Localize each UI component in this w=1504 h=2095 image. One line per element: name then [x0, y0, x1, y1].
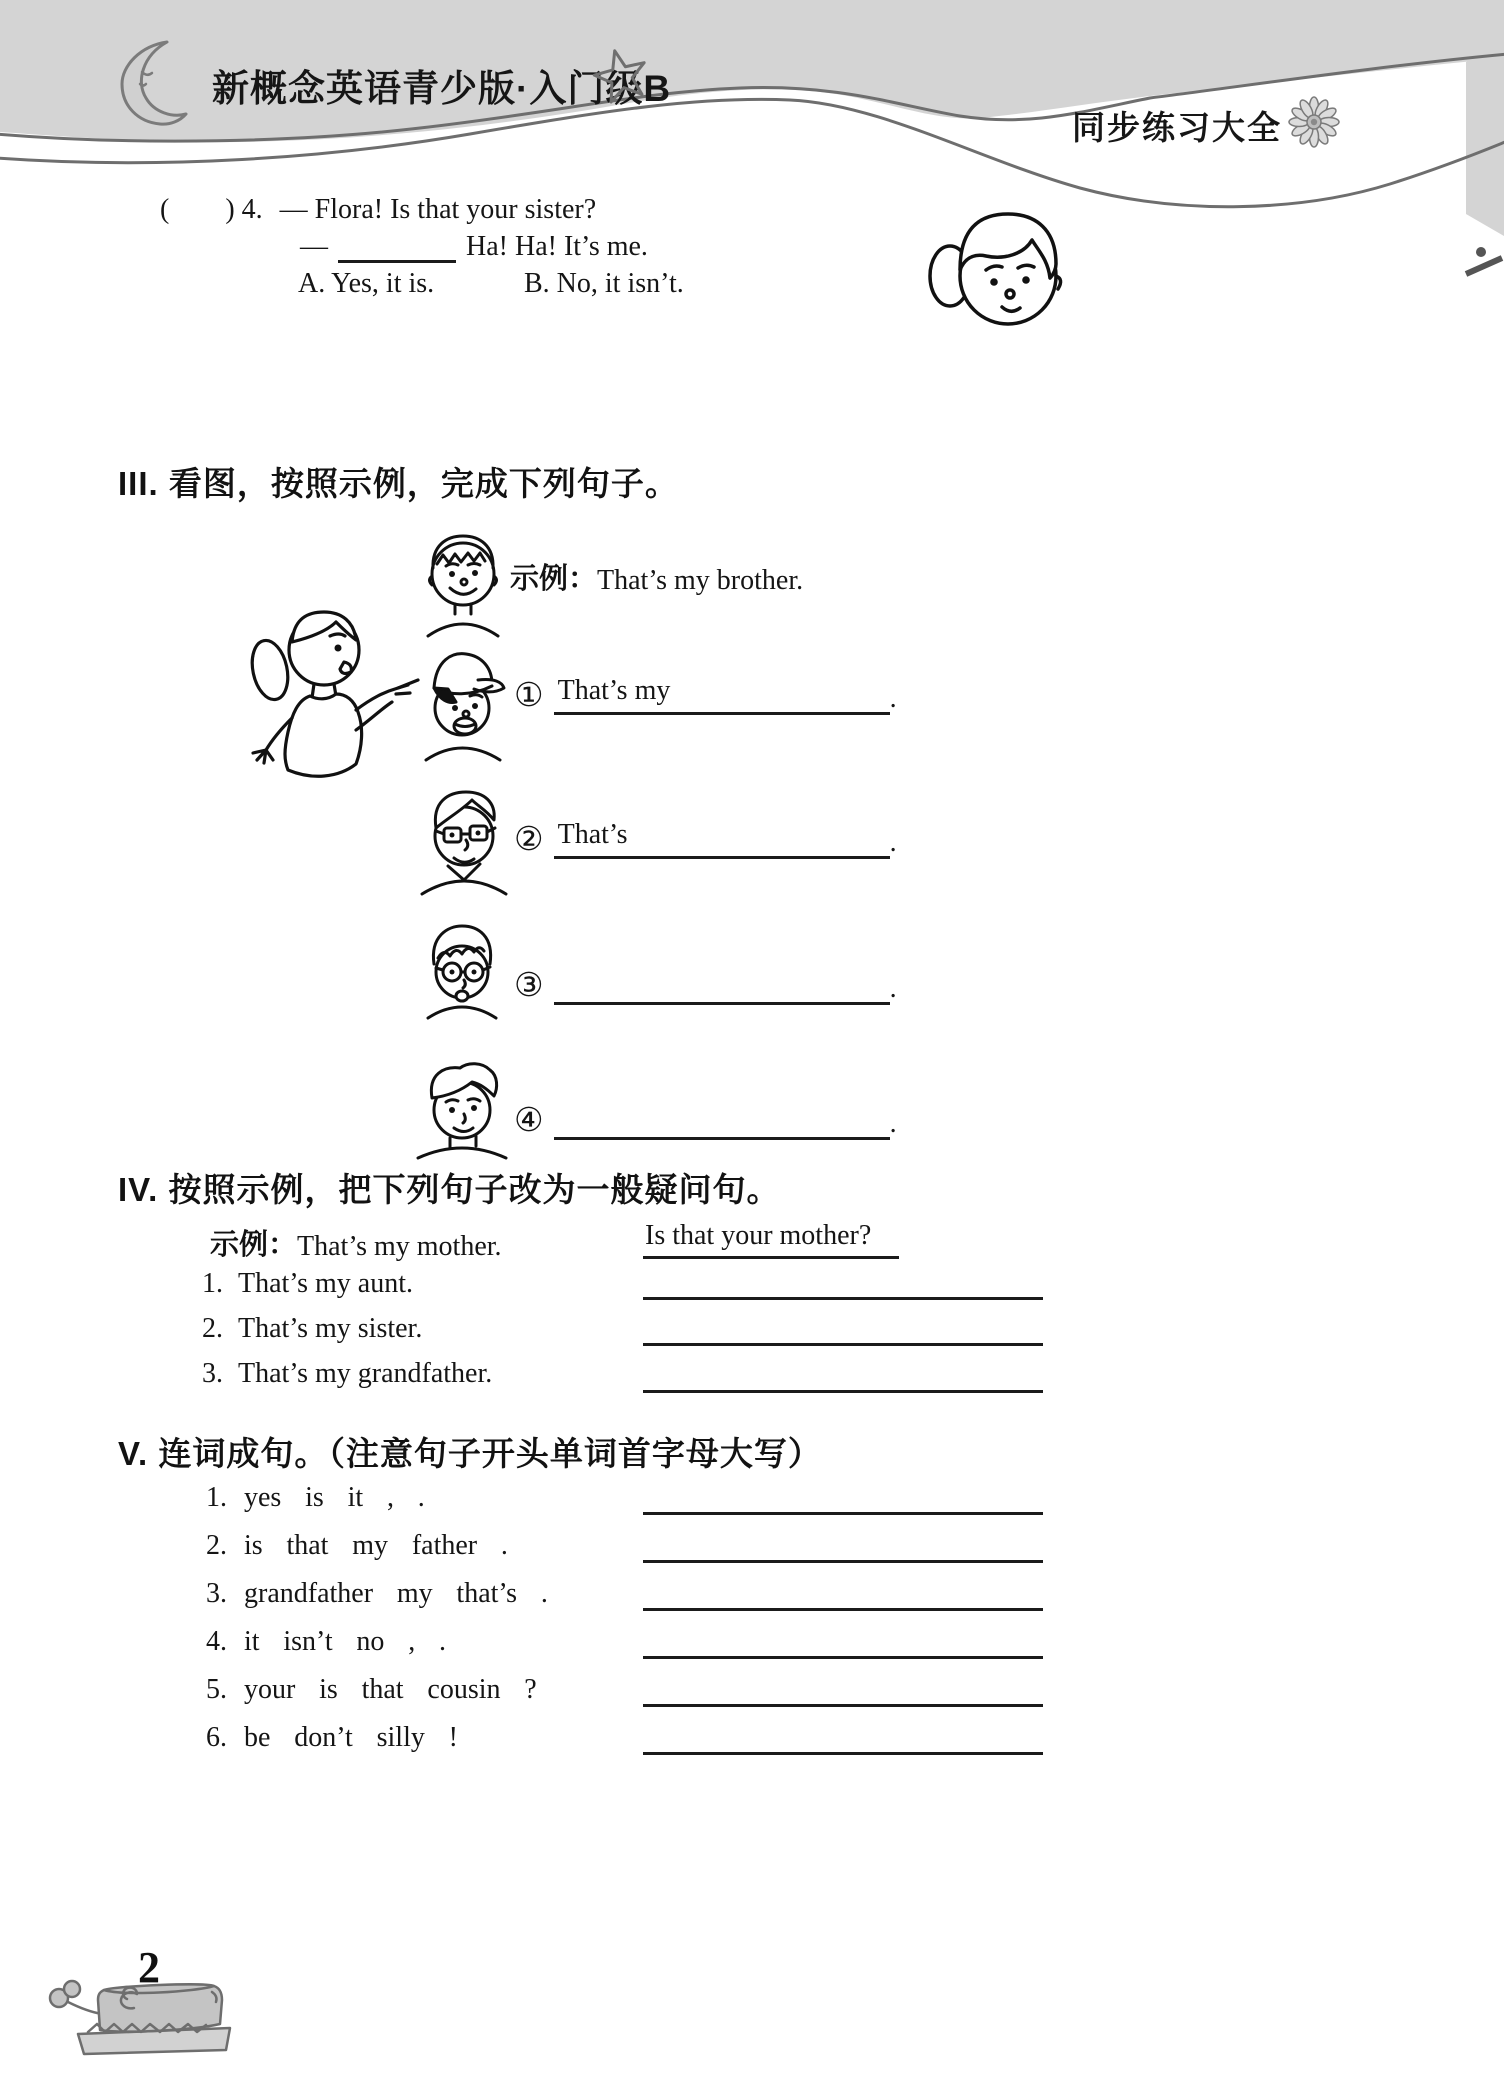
item-number: ③ [514, 965, 544, 1004]
fill-blank: That’s [554, 816, 890, 859]
option-a: A. Yes, it is. [298, 268, 435, 299]
section5-heading: V. 连词成句。（注意句子开头单词首字母大写） [118, 1435, 822, 1472]
item-number: ② [514, 819, 544, 858]
pointing-girl-illustration [222, 588, 427, 783]
item-period: . [889, 973, 897, 1004]
section3-example [510, 556, 803, 597]
item-number: 3. [206, 1578, 227, 1609]
answer-blank-line [643, 1656, 1043, 1659]
item-sentence: That’s my aunt. [238, 1268, 413, 1299]
item-words: grandfather my that’s . [244, 1578, 548, 1609]
item-words: be don’t silly ! [244, 1722, 458, 1753]
section4-item-1 [202, 1268, 413, 1300]
item-words: is that my father . [244, 1530, 508, 1561]
example-source: That’s my mother. [297, 1231, 502, 1262]
moon-icon [112, 36, 196, 128]
answer-blank-line [643, 1390, 1043, 1393]
answer-blank-line [643, 1704, 1043, 1707]
header-wave-band [0, 0, 1504, 300]
item-number: 1. [202, 1268, 223, 1299]
item-number: ④ [514, 1100, 544, 1139]
item-number: 5. [206, 1674, 227, 1705]
girl-face-illustration [920, 196, 1075, 336]
kid-glasses-illustration [422, 918, 502, 1020]
section4-item-2 [202, 1313, 422, 1345]
section5-item-3 [206, 1578, 548, 1610]
man-wavy-hair-illustration [416, 1060, 510, 1160]
series-label: 同步练习大全 [1072, 109, 1282, 146]
section4-example [210, 1222, 502, 1263]
answer-dash: — [300, 231, 328, 262]
star-icon [590, 44, 652, 108]
answer-blank-line [643, 1512, 1043, 1515]
section5-item-1 [206, 1482, 425, 1514]
item-words: it isn’t no , . [244, 1626, 447, 1657]
item-number: 2. [202, 1313, 223, 1344]
flower-icon [1288, 96, 1340, 148]
item-period: . [889, 1108, 897, 1139]
answer-blank-line [643, 1343, 1043, 1346]
boy-face-illustration [424, 524, 502, 640]
fill-blank [554, 962, 890, 1005]
item-sentence: That’s my sister. [238, 1313, 423, 1344]
item-number: ① [514, 675, 544, 714]
item-number: 4. [206, 1626, 227, 1657]
example-sentence: That’s my brother. [597, 565, 804, 596]
question4-marker: ( ) 4. [160, 194, 263, 225]
option-b: B. No, it isn’t. [524, 268, 684, 299]
section3-item-2 [514, 816, 897, 859]
man-glasses-illustration [418, 782, 510, 896]
section4-heading: IV. 按照示例，把下列句子改为一般疑问句。 [118, 1171, 781, 1208]
example-answer: Is that your mother? [643, 1220, 899, 1259]
fill-blank [554, 1097, 890, 1140]
question4-line1 [160, 194, 596, 226]
page-number: 2 [138, 1943, 160, 1992]
item-words: your is that cousin ? [244, 1674, 537, 1705]
item-number: 6. [206, 1722, 227, 1753]
item-words: yes is it , . [244, 1482, 425, 1513]
fill-blank: That’s my [554, 672, 890, 715]
example-label: 示例： [210, 1229, 298, 1261]
item-period: . [889, 827, 897, 858]
item-number: 3. [202, 1358, 223, 1389]
example-label: 示例： [510, 563, 598, 595]
section3-item-1 [514, 672, 897, 715]
answer-blank-line [643, 1608, 1043, 1611]
answer-blank-line [643, 1560, 1043, 1563]
question4-answer-line [300, 231, 648, 263]
item-number: 2. [206, 1530, 227, 1561]
book-title: 新概念英语青少版·入门级B [212, 68, 672, 109]
answer-blank-line [643, 1297, 1043, 1300]
section5-item-2 [206, 1530, 508, 1562]
section3-item-3 [514, 962, 897, 1005]
section5-item-6 [206, 1722, 458, 1754]
section4-item-3 [202, 1358, 492, 1390]
item-number: 1. [206, 1482, 227, 1513]
section5-item-5 [206, 1674, 537, 1706]
item-sentence: That’s my grandfather. [238, 1358, 493, 1389]
question4-text: — Flora! Is that your sister? [279, 194, 597, 225]
item-period: . [889, 683, 897, 714]
answer-blank-line [643, 1752, 1043, 1755]
answer-tail: Ha! Ha! It’s me. [466, 231, 648, 262]
answer-blank [338, 236, 456, 263]
section3-heading: III. 看图，按照示例，完成下列句子。 [118, 465, 679, 502]
section3-item-4 [514, 1097, 897, 1140]
boy-cap-illustration [420, 642, 506, 762]
section5-item-4 [206, 1626, 446, 1658]
